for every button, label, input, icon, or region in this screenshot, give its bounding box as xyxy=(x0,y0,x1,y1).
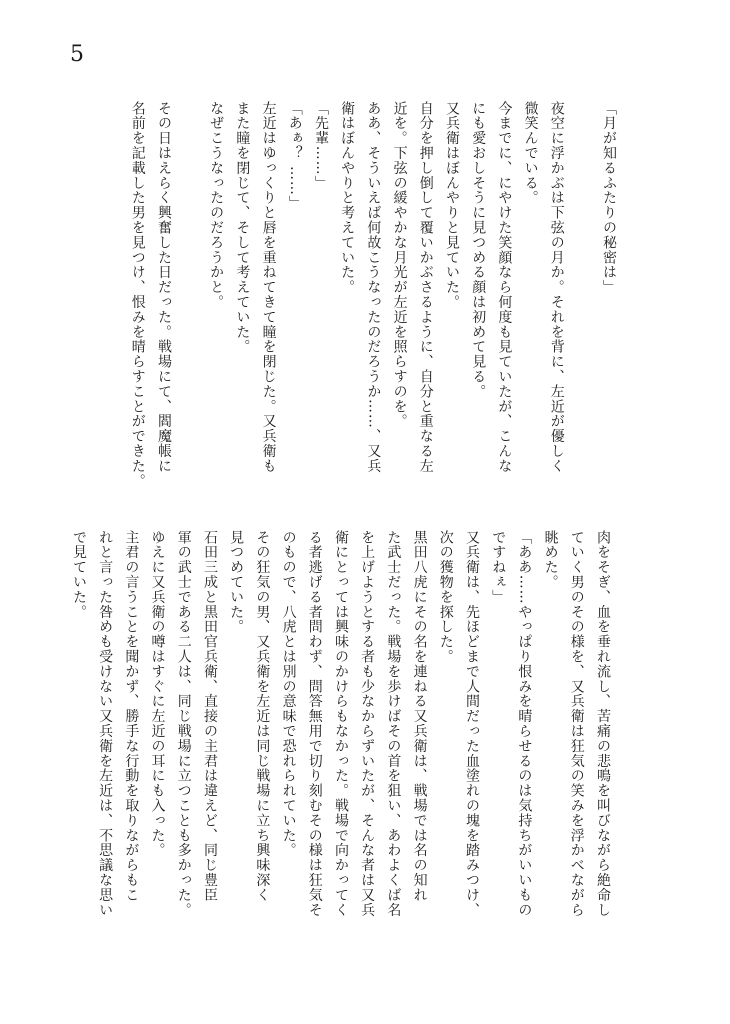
page-number: 5 xyxy=(70,42,84,67)
text-line: 眺めた。 xyxy=(542,530,559,590)
text-line: 「先輩……」 xyxy=(312,101,329,191)
text-line: 又兵衛は、先ほどまで人間だった血塗れの塊を踏みつけ、 xyxy=(463,530,480,918)
chapter-title: 「月が知るふたりの秘密は」 xyxy=(601,101,617,295)
text-line: 軍の武士である二人は、同じ戦場に立つことも多かった。 xyxy=(175,530,192,918)
text-line: で見ていた。 xyxy=(70,530,87,620)
text-line: 夜空に浮かぶは下弦の月か。それを背に、左近が優しく xyxy=(548,101,565,474)
text-line: 次の獲物を探した。 xyxy=(437,530,454,665)
text-line: にも愛おしそうに見つめる顔は初めて見る。 xyxy=(470,101,487,399)
text-line: ていく男のその様を、又兵衛は狂気の笑みを浮かべながら xyxy=(568,530,585,918)
text-line: のもので、八虎とは別の意味で恐れられていた。 xyxy=(280,530,297,858)
text-line: を上げようとする者も少なからずいたが、そんな者は又兵 xyxy=(359,530,376,918)
text-line: 名前を記載した男を見つけ、恨みを晴らすことができた。 xyxy=(129,101,146,489)
text-line: その狂気の男、又兵衛を左近は同じ戦場に立ち興味深く xyxy=(254,530,271,903)
text-line: 見つめていた。 xyxy=(228,530,245,635)
text-line: 又兵衛はぼんやりと見ていた。 xyxy=(443,101,460,310)
text-line: 「あぁ？ ……」 xyxy=(286,101,303,211)
text-line: ですねぇ」 xyxy=(490,530,507,605)
text-line: 肉をそぎ、血を垂れ流し、苦痛の悲鳴を叫びながら絶命し xyxy=(595,530,611,918)
text-line: る者逃げる者問わず、問答無用で切り刻むその様は狂気そ xyxy=(306,530,323,918)
text-line: れと言った咎めも受けない又兵衛を左近は、不思議な思い xyxy=(97,530,114,918)
text-line: その日はえらく興奮した日だった。戦場にて、閻魔帳に xyxy=(155,101,172,474)
text-line: なぜこうなったのだろうかと。 xyxy=(208,101,225,310)
text-line: 近を。下弦の緩やかな月光が左近を照らすのを。 xyxy=(391,101,408,429)
text-line: 微笑んでいる。 xyxy=(522,101,539,206)
text-line: 自分を押し倒して覆いかぶさるように、自分と重なる左 xyxy=(417,101,434,474)
text-line: 石田三成と黒田官兵衛、直接の主君は違えど、同じ豊臣 xyxy=(201,530,218,903)
text-line: 「ああ……やっぱり恨みを晴らせるのは気持ちがいいもの xyxy=(516,530,533,918)
text-line: ああ、そういえば何故こうなったのだろうか……、又兵 xyxy=(365,101,382,474)
text-line: 今までに、にやけた笑顔なら何度も見ていたが、こんな xyxy=(496,101,513,474)
text-line: 左近はゆっくりと唇を重ねてきて瞳を閉じた。又兵衛も xyxy=(260,101,277,474)
text-line: 黒田八虎にその名を連ねる又兵衛は、戦場では名の知れ xyxy=(411,530,428,903)
text-line: ゆえに又兵衛の噂はすぐに左近の耳にも入った。 xyxy=(149,530,166,858)
upper-text-block xyxy=(125,101,622,501)
lower-text-block xyxy=(66,530,616,945)
text-line: た武士だった。戦場を歩けばその首を狙い、あわよくば名 xyxy=(385,530,402,918)
text-line: 主君の言うことを聞かず、勝手な行動を取りながらもこ xyxy=(123,530,140,903)
text-line: 衛にとっては興味のかけらもなかった。戦場で向かってく xyxy=(332,530,349,918)
text-line: 衛はぼんやりと考えていた。 xyxy=(339,101,356,295)
text-line: また瞳を閉じて、そして考えていた。 xyxy=(234,101,251,355)
